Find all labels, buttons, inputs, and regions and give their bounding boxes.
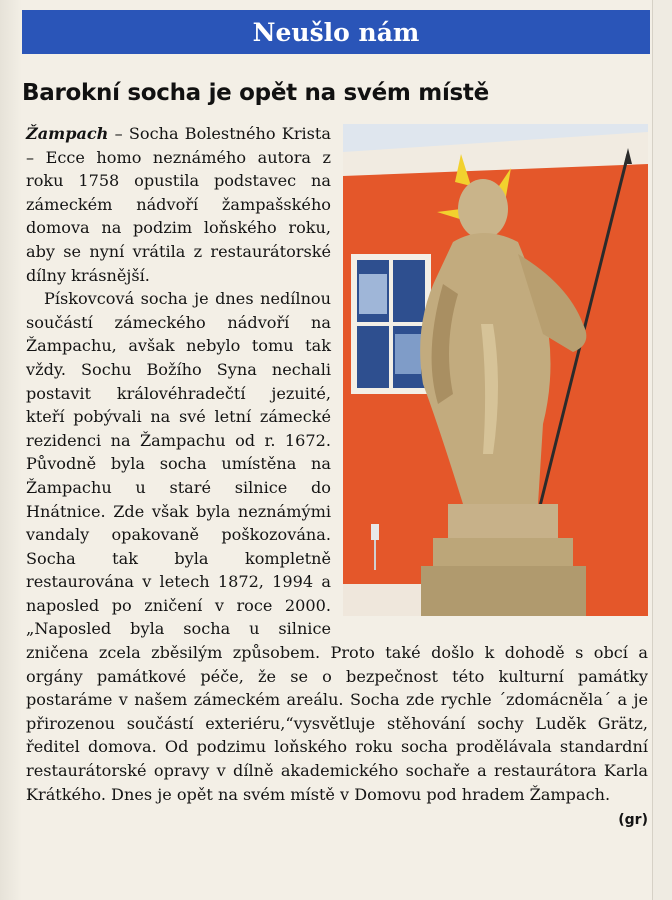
dateline: Žampach (26, 124, 109, 143)
page-margin-left (0, 0, 22, 900)
body-paragraph-text: Pískovcová socha je dnes nedílnou součástí zámeckého nádvoří na Žampachu, avšak nebylo tomu tak vždy. Sochu Božího Syna nechali postavit královéhradečtí jezuité, kteří pobývali na své letní zámecké rezidenci na Žampachu od r. 1672. Původně byla socha umístěna na Žampachu u staré silnice do Hnátnice. Zde však byla neznámými vandaly opakovaně poškozována. Socha tak byla kompletně restaurována v letech 1872, 1994 a naposled po zničení v roce 2000. „Naposled byla socha u silnice zničena zcela zběsilým způsobem. Proto také došlo k dohodě s obcí a orgány památkové péče, že se o bezpečnost této kulturní památky postaráme v našem zámeckém areálu. Socha zde rychle ´zdomácněla´ a je přirozenou součástí exteriéru,“vysvětluje stěhování sochy Luděk Grätz, ředitel domova. Od podzimu loňského roku socha prodělávala standardní restaurátorské opravy v dílně akademického sochaře a restaurátora Karla Krátkého. Dnes je opět na svém místě v Domovu pod hradem Žampach. (26, 289, 648, 804)
adjacent-column-bleed (652, 0, 672, 900)
section-title: Neušlo nám (252, 17, 420, 47)
article-headline: Barokní socha je opět na svém místě (22, 80, 489, 106)
lead-text: – Socha Bolestného Krista – Ecce homo neznámého autora z roku 1758 opustila podstavec na zámeckém nádvoří žampašského domova na podzim loňského roku, aby se nyní vrátila z restaurátorské dílny krásnější. (26, 124, 331, 285)
author-credit: (gr) (618, 812, 648, 829)
statue-photo (343, 124, 648, 616)
article-body (26, 122, 648, 833)
statue-illustration (343, 124, 648, 616)
section-header (22, 10, 650, 54)
